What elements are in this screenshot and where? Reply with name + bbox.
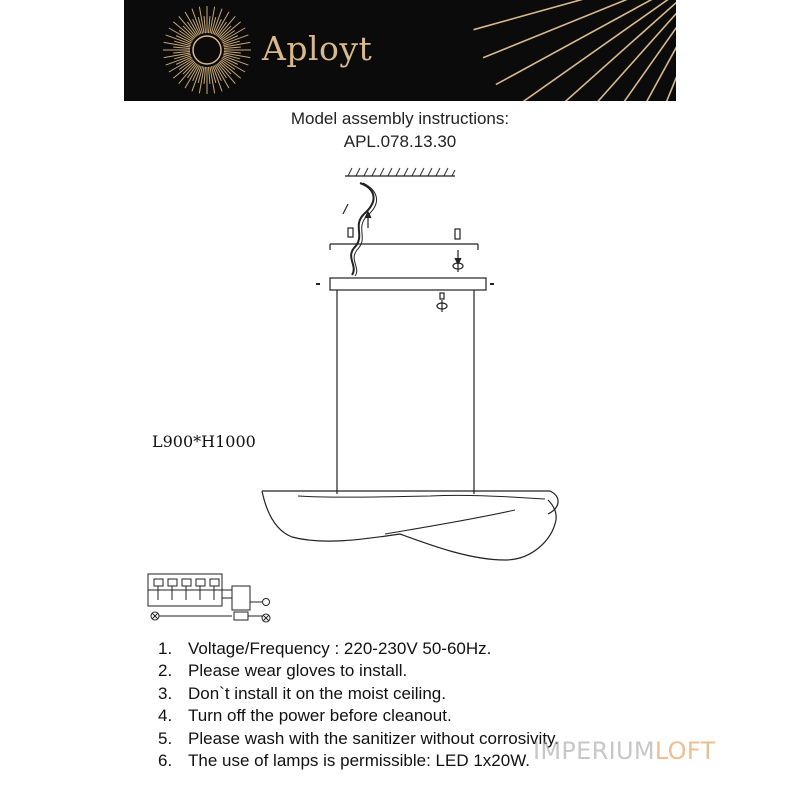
instruction-number: 1. <box>158 639 173 658</box>
lamp-inner-edge <box>298 495 545 499</box>
model-number: APL.078.13.30 <box>343 132 457 151</box>
wiring-diagram <box>146 572 286 628</box>
instruction-text: Turn off the power before cleanout. <box>188 706 452 726</box>
instruction-text: The use of lamps is permissible: LED 1x20W. <box>188 751 531 771</box>
instruction-text: Please wash with the sanitizer without corrosivity. <box>188 728 560 748</box>
dimensions-label: L900*H1000 <box>152 432 256 451</box>
instruction-number: 5. <box>158 728 173 748</box>
instruction-item <box>158 683 559 705</box>
instruction-item <box>158 660 559 682</box>
ceiling-hatching <box>348 168 455 176</box>
watermark <box>533 734 716 768</box>
document-title: Model assembly instructions: <box>290 109 510 128</box>
watermark-part2: LOFT <box>654 737 716 765</box>
ground-icon <box>263 599 270 606</box>
instruction-number: 2. <box>158 661 173 681</box>
arrow-icon <box>343 204 348 214</box>
instruction-number: 3. <box>158 683 173 703</box>
instruction-item <box>158 750 559 772</box>
watermark-part1: IMPERIUM <box>533 737 655 765</box>
instruction-text: Don`t install it on the moist ceiling. <box>188 683 446 703</box>
screw-icon <box>348 228 353 237</box>
instruction-item <box>158 728 559 750</box>
instruction-item <box>158 638 559 660</box>
instruction-text: Voltage/Frequency : 220-230V 50-60Hz. <box>188 639 492 658</box>
lamp-fold-line <box>385 510 515 534</box>
lamp-shade <box>262 491 556 560</box>
brand-name: Aployt <box>262 29 373 68</box>
screw-icon <box>455 229 460 239</box>
driver-box <box>232 586 250 610</box>
instruction-number: 4. <box>158 706 173 726</box>
switch-icon <box>234 612 248 620</box>
instruction-number: 6. <box>158 751 173 771</box>
instruction-text: Please wear gloves to install. <box>188 661 408 681</box>
instruction-item <box>158 705 559 727</box>
instructions-list <box>158 638 559 772</box>
ceiling-canopy <box>330 278 486 290</box>
screw-icon <box>440 293 444 299</box>
